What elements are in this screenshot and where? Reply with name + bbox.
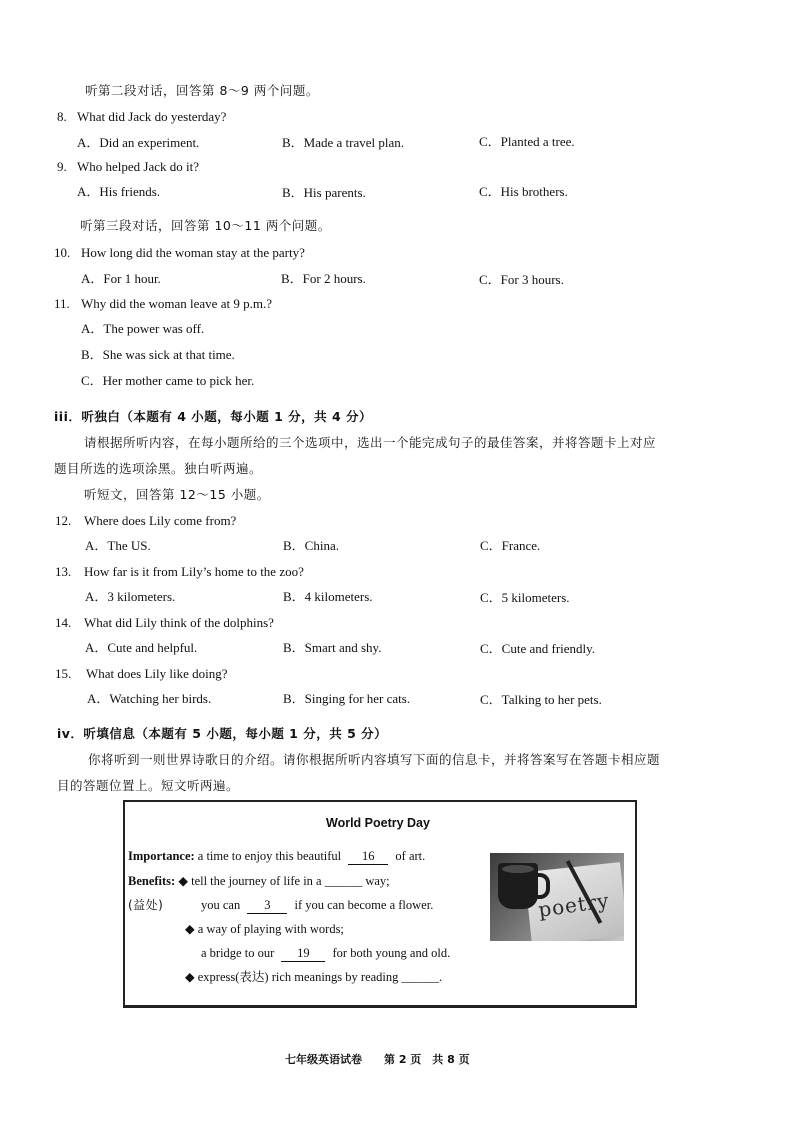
q14-stem: What did Lily think of the dolphins?: [84, 615, 274, 630]
q15-option-c[interactable]: C．Talking to her pets.: [480, 692, 602, 707]
q10-option-b[interactable]: B．For 2 hours.: [281, 271, 366, 286]
benefit-2-row: [185, 921, 344, 937]
benefit-1-text: tell the journey of life in a: [191, 874, 322, 888]
card-title: World Poetry Day: [326, 816, 430, 830]
q10-option-c[interactable]: C．For 3 hours.: [479, 272, 564, 287]
q13-option-b[interactable]: B．4 kilometers.: [283, 589, 373, 604]
photo-poetry-word: poetry: [536, 888, 611, 922]
benefit-2b-row: [201, 945, 450, 962]
benefit-1-row: [128, 873, 390, 889]
q12-option-b[interactable]: B．China.: [283, 538, 339, 553]
q11-option-a[interactable]: A．The power was off.: [81, 321, 205, 336]
q14-option-b[interactable]: B．Smart and shy.: [283, 640, 382, 655]
q9-option-c[interactable]: C．His brothers.: [479, 184, 568, 199]
importance-row: [128, 848, 425, 865]
q12-option-c[interactable]: C．France.: [480, 538, 541, 553]
poetry-photo: [490, 853, 624, 941]
bullet-icon: ◆: [185, 970, 195, 984]
q9-stem: Who helped Jack do it?: [77, 159, 200, 174]
benefit-1b-text: you can: [201, 898, 241, 912]
q8-stem: What did Jack do yesterday?: [77, 109, 227, 124]
benefit-2b-end: for both young and old.: [332, 946, 451, 960]
q15-number: 15.: [55, 666, 72, 681]
q11-stem: Why did the woman leave at 9 p.m.?: [81, 296, 272, 311]
q13-number: 13.: [55, 564, 72, 579]
q12-number: 12.: [55, 513, 72, 528]
section-iii-instructions-line2: 题目所选的选项涂黑。独白听两遍。: [54, 461, 263, 476]
q10-number: 10.: [54, 245, 71, 260]
q14-option-c[interactable]: C．Cute and friendly.: [480, 641, 596, 656]
q8-option-c[interactable]: C．Planted a tree.: [479, 134, 575, 149]
cup-handle-shape: [534, 873, 550, 899]
dialog2-intro: 听第二段对话，回答第 8～9 两个问题。: [85, 83, 319, 98]
q15-option-a[interactable]: A．Watching her birds.: [87, 691, 212, 706]
benefit-3-row: [185, 969, 442, 985]
section-iii-instructions-line1: 请根据所听内容，在每小题所给的三个选项中，选出一个能完成句子的最佳答案，并将答题卡上对应: [84, 435, 657, 450]
benefit-3-text: express(表达) rich meanings by reading: [197, 970, 399, 984]
passage-intro: 听短文，回答第 12～15 小题。: [84, 487, 270, 502]
q14-option-a[interactable]: A．Cute and helpful.: [85, 640, 198, 655]
blank-17[interactable]: ______: [324, 874, 363, 888]
blank-20[interactable]: ______.: [401, 970, 443, 984]
q13-option-c[interactable]: C．5 kilometers.: [480, 590, 570, 605]
q11-option-c[interactable]: C．Her mother came to pick her.: [81, 373, 255, 388]
q10-option-a[interactable]: A．For 1 hour.: [81, 271, 161, 286]
q12-option-a[interactable]: A．The US.: [85, 538, 151, 553]
section-iv-instructions-line2: 目的答题位置上。短文听两遍。: [57, 778, 240, 793]
q15-stem: What does Lily like doing?: [86, 666, 228, 681]
q13-stem: How far is it from Lily’s home to the zoo?: [84, 564, 304, 579]
benefit-1-end: way;: [365, 874, 390, 888]
q9-option-a[interactable]: A．His friends.: [77, 184, 161, 199]
coffee-cup-icon: [498, 863, 538, 909]
section-iv-heading: iv．听填信息（本题有 5 小题，每小题 1 分，共 5 分）: [57, 726, 388, 741]
q13-option-a[interactable]: A．3 kilometers.: [85, 589, 176, 604]
benefits-label: Benefits:: [128, 874, 176, 888]
page-footer: 七年级英语试卷 第 2 页 共 8 页: [285, 1053, 470, 1066]
q8-number: 8.: [57, 109, 67, 124]
q9-option-b[interactable]: B．His parents.: [282, 185, 366, 200]
bullet-icon: ◆: [185, 922, 195, 936]
q8-option-a[interactable]: A．Did an experiment.: [77, 135, 200, 150]
q14-number: 14.: [55, 615, 72, 630]
q8-option-b[interactable]: B．Made a travel plan.: [282, 135, 405, 150]
section-iv-instructions-line1: 你将听到一则世界诗歌日的介绍。请你根据所听内容填写下面的信息卡，并将答案写在答题卡相应题: [88, 752, 661, 767]
importance-end: of art.: [395, 849, 426, 863]
q11-number: 11.: [54, 296, 70, 311]
blank-16[interactable]: 16: [348, 848, 388, 865]
importance-label: Importance:: [128, 849, 195, 863]
q10-stem: How long did the woman stay at the party?: [81, 245, 305, 260]
dialog3-intro: 听第三段对话，回答第 10～11 两个问题。: [80, 218, 331, 233]
section-iii-heading: iii．听独白（本题有 4 小题，每小题 1 分，共 4 分）: [54, 409, 373, 424]
bullet-icon: ◆: [178, 874, 188, 888]
benefit-1b-end: if you can become a flower.: [294, 898, 434, 912]
q15-option-b[interactable]: B．Singing for her cats.: [283, 691, 411, 706]
q12-stem: Where does Lily come from?: [84, 513, 237, 528]
q11-option-b[interactable]: B．She was sick at that time.: [81, 347, 235, 362]
benefit-1b-row: [201, 897, 433, 914]
benefit-2-text: a way of playing with words;: [197, 922, 344, 936]
blank-19[interactable]: 19: [281, 945, 325, 962]
benefits-cn-label: (益处): [128, 898, 164, 912]
q9-number: 9.: [57, 159, 67, 174]
importance-text: a time to enjoy this beautiful: [197, 849, 342, 863]
blank-18[interactable]: 3: [247, 897, 287, 914]
benefit-2b-text: a bridge to our: [201, 946, 275, 960]
